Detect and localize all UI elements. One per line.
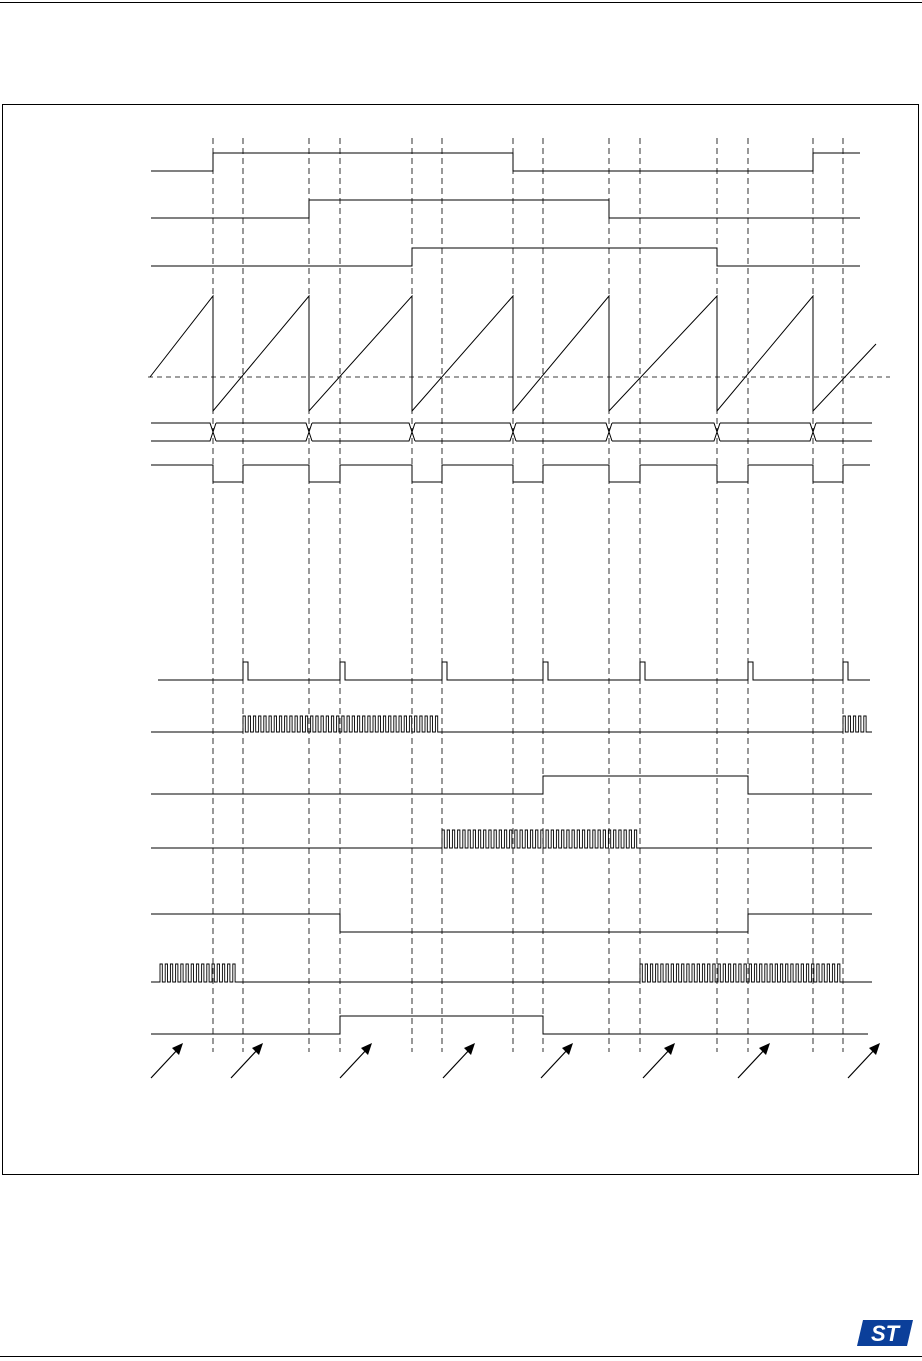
- event-arrow-icon: [151, 1043, 183, 1078]
- signal-s10: [151, 830, 872, 848]
- signal-trace: [151, 914, 872, 932]
- signal-s12: [151, 964, 872, 982]
- event-arrow-icon: [340, 1043, 372, 1078]
- signal-s1: [151, 153, 860, 171]
- signal-trace: [151, 248, 860, 266]
- event-arrow-icon: [231, 1043, 263, 1078]
- signal-s8: [151, 716, 872, 732]
- event-arrows: [151, 1043, 880, 1078]
- arrow-shaft: [231, 1048, 259, 1078]
- signal-bus: [151, 423, 872, 441]
- spike-trace: [158, 662, 870, 680]
- st-logo-text: ST: [870, 1321, 900, 1346]
- ramp-trace: [150, 296, 876, 411]
- pulse-trace: [151, 465, 870, 482]
- arrow-shaft: [340, 1048, 368, 1078]
- st-logo-icon: [855, 1316, 915, 1350]
- clock-trace: [151, 830, 872, 848]
- arrow-shaft: [541, 1048, 569, 1078]
- arrow-shaft: [151, 1048, 179, 1078]
- waveforms: [148, 153, 890, 1034]
- figure-border: [3, 105, 919, 1175]
- signal-trace: [151, 153, 860, 171]
- signal-trace: [151, 776, 872, 794]
- signal-s11: [151, 914, 872, 932]
- signal-ramp: [148, 296, 890, 411]
- event-arrow-icon: [848, 1043, 880, 1078]
- clock-trace: [151, 964, 872, 982]
- event-arrow-icon: [541, 1043, 573, 1078]
- event-arrow-icon: [738, 1043, 770, 1078]
- signal-s6: [151, 465, 870, 482]
- signal-s3: [151, 248, 860, 266]
- arrow-shaft: [443, 1048, 471, 1078]
- signal-s7: [158, 662, 870, 680]
- clock-trace: [151, 716, 872, 732]
- signal-s2: [151, 200, 860, 218]
- event-arrow-icon: [643, 1043, 675, 1078]
- bus-top-trace: [151, 423, 872, 441]
- signal-s13: [151, 1016, 868, 1034]
- event-arrow-icon: [443, 1043, 475, 1078]
- signal-trace: [151, 200, 860, 218]
- arrow-shaft: [738, 1048, 766, 1078]
- arrow-shaft: [848, 1048, 876, 1078]
- signal-trace: [151, 1016, 868, 1034]
- signal-s9: [151, 776, 872, 794]
- bus-bottom-trace: [151, 423, 872, 441]
- arrow-shaft: [643, 1048, 671, 1078]
